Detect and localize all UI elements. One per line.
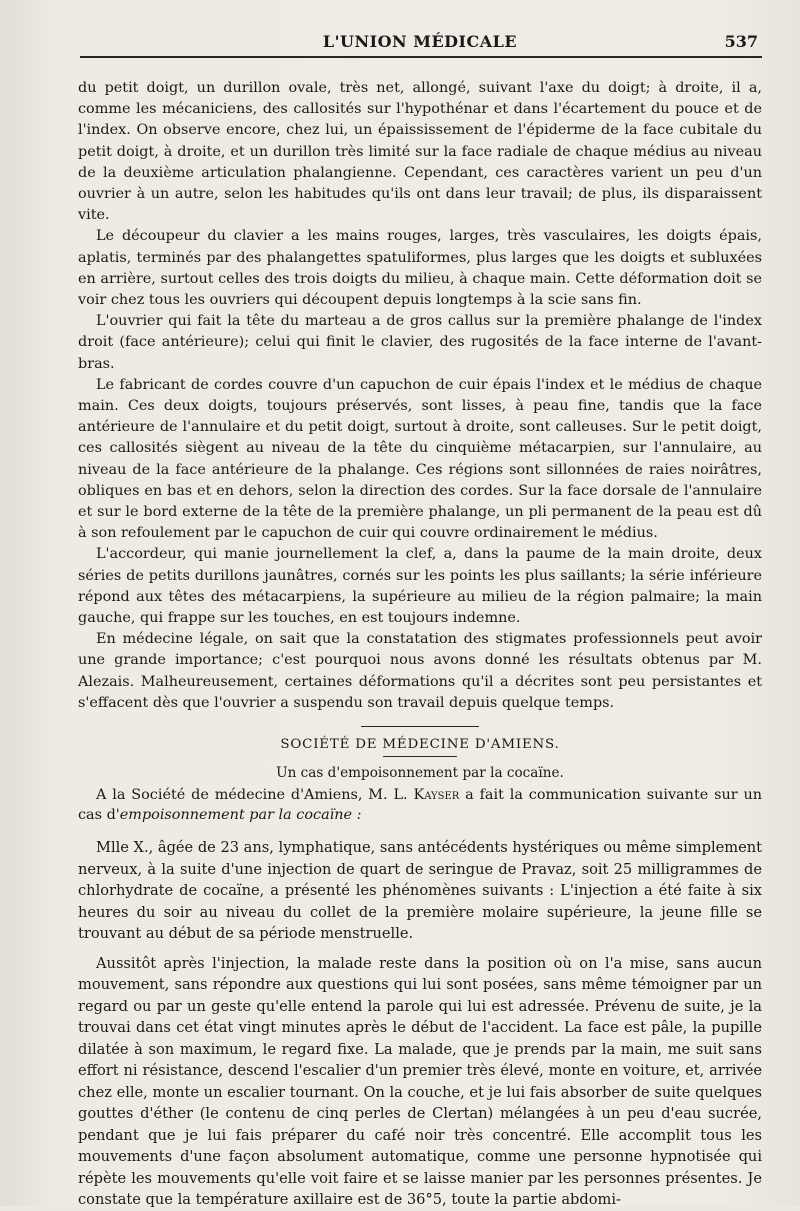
intro-text: A la Société de médecine d'Amiens, M. L.: [96, 787, 408, 804]
paragraph: L'ouvrier qui fait la tête du marteau a de gros callus sur la première phalange de l'index droit (face antérieure); celui qui finit le clavier, des rugosités de la face interne de l'avant-bras.: [78, 313, 762, 372]
section-divider: [361, 726, 479, 727]
header-rule: [80, 56, 762, 58]
page-header: [78, 0, 762, 60]
author-name: Kayser: [413, 787, 460, 804]
case-title: Un cas d'empoisonnement par la cocaïne.: [276, 765, 564, 782]
report-paragraph: Mlle X., âgée de 23 ans, lymphatique, sans antécédents hystériques ou même simplement nerveux, à la suite d'une injection de quart de seringue de Pravaz, soit 25 milligrammes de chlorhydrate de cocaïne, a présenté les phénomènes suivants : L'injection a été faite à six heures du soir au niveau du collet de la première molaire supérieure, la jeune fille se trouvant au début de sa période menstruelle.: [78, 839, 762, 943]
paragraph: Le découpeur du clavier a les mains rouges, larges, très vasculaires, les doigts épais, aplatis, terminés par des phalangettes spatuliformes, plus larges que les doigts et subluxées en arrière, surtout celles des trois doigts du milieu, à chaque main. Cette déformation doit se voir chez tous les ouvriers qui découpent depuis longtemps à la scie sans fin.: [78, 228, 762, 309]
paragraph: L'accordeur, qui manie journellement la clef, a, dans la paume de la main droite, deux séries de petits durillons jaunâtres, cornés sur les points les plus saillants; la série inférieure répond aux têtes des métacarpiens, la supérieure au milieu de la région palmaire; la main gauche, qui frappe sur les touches, en est toujours indemne.: [78, 546, 762, 627]
paragraph: du petit doigt, un durillon ovale, très net, allongé, suivant l'axe du doigt; à droite, il a, comme les mécaniciens, des callosités sur l'hypothénar et dans l'écartement du pouce et de l'index. On observe encore, chez lui, un épaississement de l'épiderme de la face cubitale du petit doigt, à droite, et un durillon très limité sur la face radiale de chaque médius au niveau de la deuxième articulation phalangienne. Cependant, ces caractères varient un peu d'un ouvrier à un autre, selon les habitudes qu'ils ont dans leur travail; de plus, ils disparaissent vite.: [78, 80, 762, 224]
intro-italic: empoisonnement par la cocaïne :: [119, 807, 362, 824]
report-paragraph: Aussitôt après l'injection, la malade reste dans la position où on l'a mise, sans aucun mouvement, sans répondre aux questions qui lui sont posées, sans même témoigner par un regard ou par un geste qu'elle entend la parole qui lui est adressée. Prévenu de suite, je la trouvai dans cet état vingt minutes après le début de l'accident. La face est pâle, la pupille dilatée à son maximum, le regard fixe. La malade, que je prends par la main, me suit sans effort ni résistance, descend l'escalier d'un premier très élevé, monte en voiture, et, arrivée chez elle, monte un escalier tournant. On la couche, et je lui fais absorber de suite quelques gouttes d'éther (le contenu de cinq perles de Clertan) mélangées à un peu d'eau sucrée, pendant que je lui fais préparer du café noir très concentré. Elle accomplit tous les mouvements d'une façon absolument automatique, comme une personne hypnotisée qui répète les mouvements qu'elle voit faire et se laisse manier par les personnes présentes. Je constate que la température axillaire est de 36°5, toute la partie abdomi-: [78, 954, 762, 1209]
society-title: SOCIÉTÉ DE MÉDECINE D'AMIENS.: [280, 737, 560, 753]
running-head: L'UNION MÉDICALE: [322, 32, 518, 51]
case-report: [78, 837, 762, 1211]
paragraph: En médecine légale, on sait que la constatation des stigmates professionnels peut avoir une grande importance; c'est pourquoi nous avons donné les résultats obtenus par M. Alezais. Malheureusement, certaines déformations qu'il a décrites sont peu persistantes et s'effacent dès que l'ouvrier a suspendu son travail depuis quelque temps.: [78, 631, 762, 711]
society-intro: [78, 785, 762, 825]
society-rule: [383, 756, 457, 757]
page-number: 537: [724, 32, 758, 51]
intro-text: a fait la communication suivante sur un cas d': [78, 787, 763, 824]
paragraph: Le fabricant de cordes couvre d'un capuchon de cuir épais l'index et le médius de chaque main. Ces deux doigts, toujours préservés, sont lisses, à peau fine, tandis que la face antérieure de l'annulaire et du petit doigt, surtout à droite, sont calleuses. Sur le petit doigt, ces callosités siègent au niveau de la tête du cinquième métacarpien, sur l'annulaire, au niveau de la face antérieure de la phalange. Ces régions sont sillonnées de raies noirâtres, obliques en bas et en dehors, selon la direction des cordes. Sur la face dorsale de l'annulaire et sur le bord externe de la tête de la première phalange, un pli permanent de la peau est dû à son refoulement par le capuchon de cuir qui couvre ordinairement le médius.: [78, 376, 762, 542]
article-body: [78, 78, 762, 714]
